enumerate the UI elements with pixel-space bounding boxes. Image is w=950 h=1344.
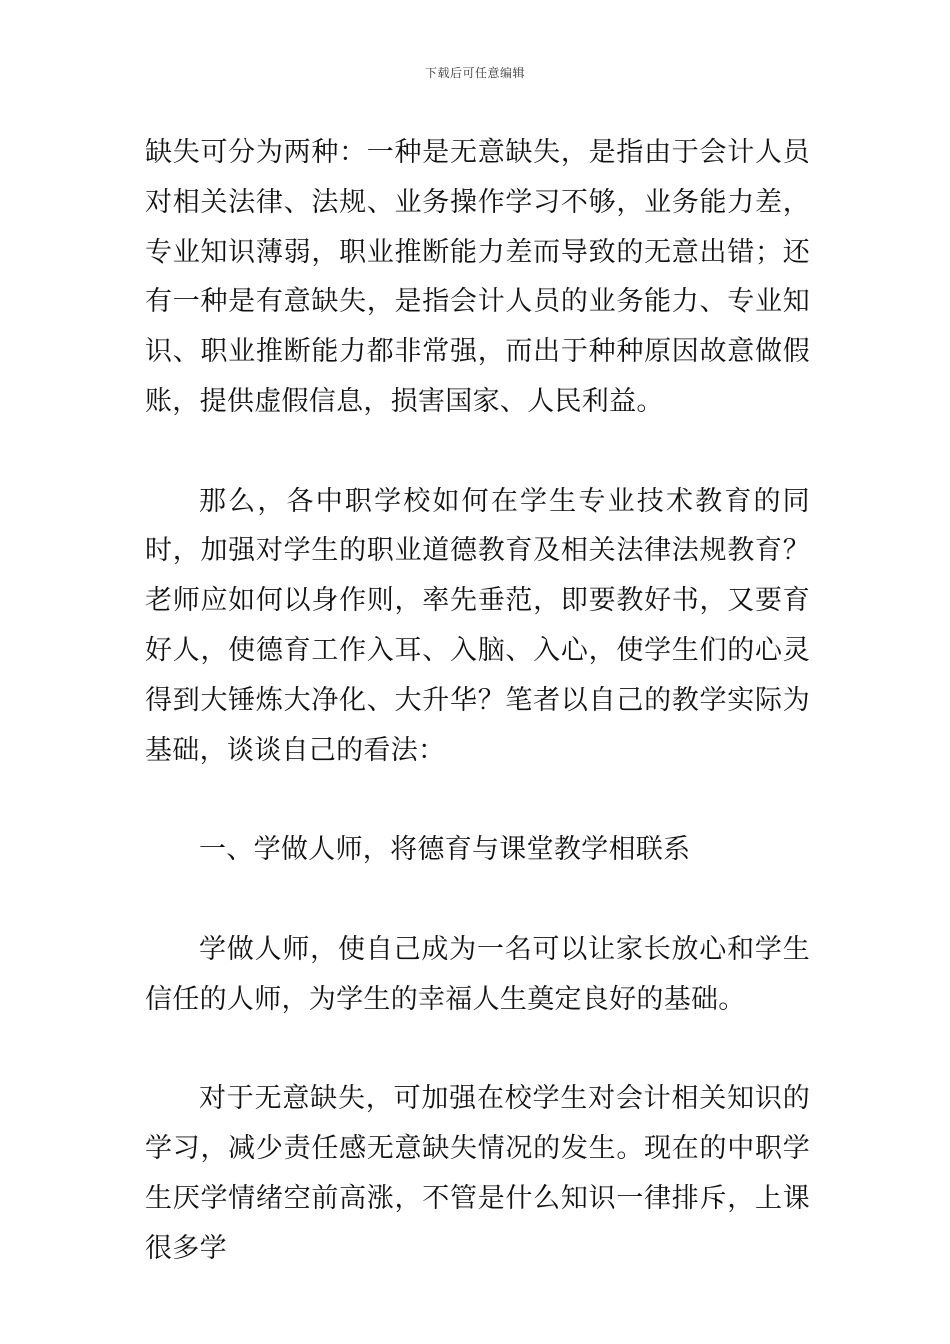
paragraph-4: 对于无意缺失，可加强在校学生对会计相关知识的学习，减少责任感无意缺失情况的发生。现在的中职学生厌学情绪空前高涨，不管是什么知识一律排斥，上课很多学: [145, 1083, 810, 1264]
paragraph-1: 缺失可分为两种：一种是无意缺失，是指由于会计人员对相关法律、法规、业务操作学习不够，业务能力差，专业知识薄弱，职业推断能力差而导致的无意出错；还有一种是有意缺失，是指会计人员的业务能力、专业知识、职业推断能力都非常强，而出于种种原因故意做假账，提供虚假信息，损害国家、人民利益。: [145, 137, 810, 417]
paragraph-2: 那么，各中职学校如何在学生专业技术教育的同时，加强对学生的职业道德教育及相关法律法规教育？老师应如何以身作则，率先垂范，即要教好书，又要育好人，使德育工作入耳、入脑、入心，使学生们的心灵得到大锤炼大净化、大升华？笔者以自己的教学实际为基础，谈谈自己的看法：: [145, 485, 810, 766]
section-heading: 一、学做人师，将德育与课堂教学相联系: [199, 834, 691, 866]
page-header: 下载后可任意编辑: [424, 66, 525, 80]
paragraph-3: 学做人师，使自己成为一名可以让家长放心和学生信任的人师，为学生的幸福人生奠定良好的基础。: [145, 933, 810, 1015]
document-body: [145, 128, 810, 1273]
